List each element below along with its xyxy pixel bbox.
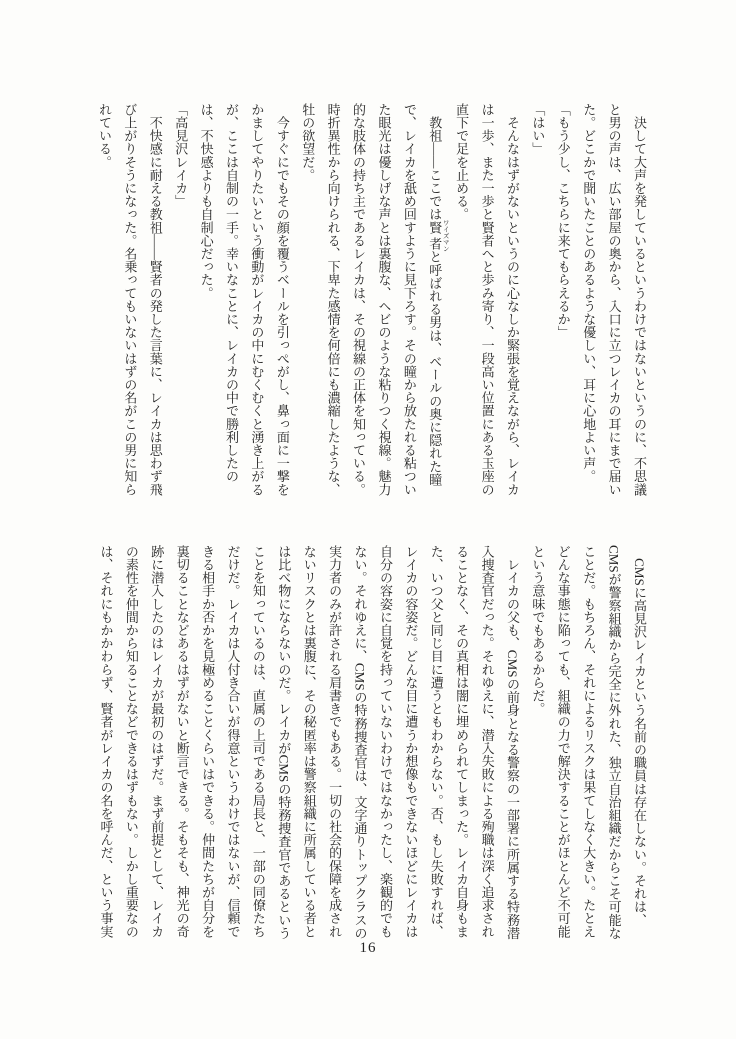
text-line: 実力者のみが許される肩書きでもある。一切の社会的保障を成され — [327, 545, 343, 938]
text-line: 「高見沢レイカ」 — [173, 103, 189, 208]
text-line: 自分の容姿に自覚を持っていないわけではなかったし、楽観的でも — [377, 545, 393, 938]
text-line: ないリスクとは裏腹に、その秘匿率は警察組織に所属している者と — [301, 545, 317, 938]
text-line: は、それにもかかわらず、賢者がレイカの名を呼んだ、という事実 — [98, 545, 114, 938]
text-line: ことだ。もちろん、それによるリスクは果てしなく大きい。たとえ — [581, 545, 597, 938]
text-line: だけだ。レイカは人付き合いが得意というわけではないが、信頼で — [225, 545, 241, 938]
text-line: 跡に潜入したのはレイカが最初のはずだ。まず前提として、レイカ — [149, 545, 165, 938]
text-line: 入捜査官だった。それゆえに、潜入失敗による殉職は深く追求され — [479, 545, 495, 938]
text-line: た。どこかで聞いたことのあるような優しい、耳に心地よい声。 — [581, 103, 597, 483]
text-line: で、レイカを舐め回すように見下ろす。その瞳から放たれる粘つい — [401, 103, 417, 496]
text-line: 決して大声を発しているというわけではないというのに、不思議 — [632, 103, 647, 496]
text-line: そんなはずがないというのに心なしか緊張を覚えながら、レイカ — [504, 103, 520, 496]
text-line: は一歩、また一歩と賢者へと歩み寄り、一段高い位置にある玉座の — [479, 103, 495, 496]
text-line: ることなく、その真相は闇に埋められてしまった。レイカ自身もま — [454, 545, 470, 938]
page-number: 16 — [359, 940, 377, 956]
text-line: 不快感に耐える教祖――賢者の発した言葉に、レイカは思わず飛 — [147, 103, 163, 496]
text-line: が、ここは自制の一手。幸いなことに、レイカの中で勝利したの — [224, 103, 239, 483]
text-line: 直下で足を止める。 — [454, 103, 470, 221]
text-line: 牡の欲望だ。 — [300, 103, 316, 182]
text-line: という意味でもあるからだ。 — [530, 545, 546, 716]
text-line: れている。 — [96, 103, 112, 169]
text-line: 時折異性から向けられる、下卑た感情を何倍にも濃縮したような、 — [325, 103, 341, 496]
text-line: CMSに高見沢レイカという名前の職員は存在しない。それは、 — [632, 545, 647, 927]
text-line: 「はい」 — [530, 103, 546, 156]
text-line: 教祖――ここでは賢者 ワイズマンと呼ばれる男は、ベールの奥に隠れた瞳 — [427, 103, 449, 487]
ruby-annotated-word: 賢者 ワイズマン — [427, 219, 449, 252]
text-line: の素性を仲間から知ることなどできるはずもない。しかし重要なの — [123, 545, 139, 938]
vertical-text-block-bottom — [92, 545, 652, 943]
text-line: レイカの父も、CMSの前身となる警察の一部署に所属する特務潜 — [504, 545, 520, 940]
text-line: ない。それゆえに、CMSの特務捜査官は、文字通りトップクラスの — [352, 545, 368, 940]
text-line: 今すぐにでもその顔を覆うベールを引っぺがし、鼻っ面に一撃を — [274, 103, 290, 496]
text-line: た、いつ父と同じ目に遭うともわからない。否、もし失敗すれば、 — [428, 545, 444, 938]
text-line: きる相手か否かを見極めることくらいはできる。仲間たちが自分を — [200, 545, 216, 938]
text-line: た眼光は優しげな声とは裏腹な、ヘビのような粘りつく視線。魅力 — [376, 103, 392, 496]
text-line: び上がりそうになった。名乗ってもいないはずの名がこの男に知ら — [122, 103, 138, 496]
text-line: レイカの容姿だ。どんな目に遭うか想像もできないほどにレイカは — [403, 545, 419, 938]
text-line: どんな事態に陥っても、組織の力で解決することがほとんど不可能 — [555, 545, 571, 938]
text-line: ことを知っているのは、直属の上司である局長と、一部の同僚たち — [250, 545, 266, 938]
text-line: と男の声は、広い部屋の奥から、入口に立つレイカの耳にまで届い — [606, 103, 622, 496]
text-line: 裏切ることなどあるはずがないと断言できる。そもそも、神光の奇 — [174, 545, 190, 938]
text-line: かましてやりたいという衝動がレイカの中にむくむくと湧き上がる — [249, 103, 265, 496]
text-line: CMSが警察組織から完全に外れた、独立自治組織だからこそ可能な — [606, 545, 622, 940]
vertical-text-block-top — [92, 103, 652, 501]
text-line: 的な肢体の持ち主であるレイカは、その視線の正体を知っている。 — [351, 103, 367, 496]
text-line: 「もう少し、こちらに来てもらえるか」 — [555, 103, 571, 339]
text-line: は比べ物にならないのだ。レイカがCMSの特務捜査官であるという — [276, 545, 292, 940]
text-line: は、不快感よりも自制心だった。 — [198, 103, 214, 300]
